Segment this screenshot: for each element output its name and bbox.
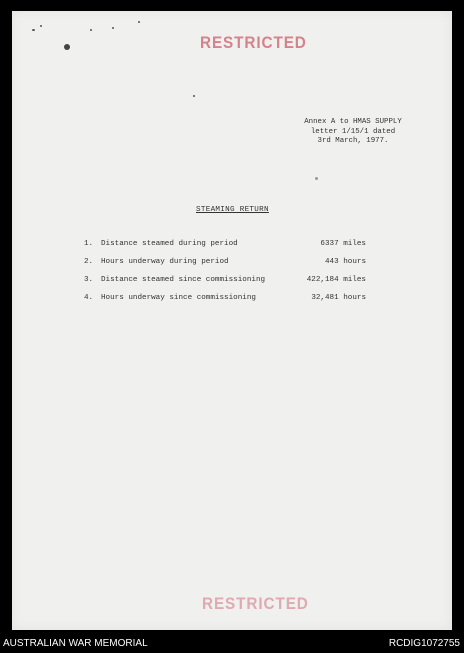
annex-line-1: Annex A to HMAS SUPPLY bbox=[304, 118, 402, 126]
item-description: Hours underway during period bbox=[101, 258, 229, 266]
paper-mark bbox=[40, 25, 42, 27]
list-item bbox=[84, 276, 374, 288]
item-value: 6337 miles bbox=[320, 240, 366, 248]
item-description: Distance steamed since commissioning bbox=[101, 276, 266, 284]
paper-mark bbox=[112, 27, 114, 29]
item-number: 3. bbox=[84, 276, 94, 284]
item-value: 422,184 miles bbox=[306, 276, 366, 284]
item-value: 32,481 hours bbox=[311, 294, 366, 302]
item-number: 1. bbox=[84, 240, 94, 248]
paper-mark bbox=[64, 44, 70, 50]
list-item bbox=[84, 258, 374, 270]
archive-reference-id: RCDIG1072755 bbox=[388, 638, 460, 649]
item-description: Distance steamed during period bbox=[101, 240, 238, 248]
item-description: Hours underway since commissioning bbox=[101, 294, 256, 302]
item-number: 4. bbox=[84, 294, 94, 302]
item-value: 443 hours bbox=[324, 258, 366, 266]
restricted-stamp-top: RESTRICTED bbox=[200, 33, 307, 52]
annex-reference bbox=[298, 118, 408, 147]
list-item bbox=[84, 240, 374, 252]
list-item bbox=[84, 294, 374, 306]
restricted-stamp-bottom: RESTRICTED bbox=[202, 594, 309, 613]
item-number: 2. bbox=[84, 258, 94, 266]
paper-mark bbox=[32, 29, 35, 31]
annex-line-3: 3rd March, 1977. bbox=[317, 137, 389, 145]
annex-line-2: letter 1/15/1 dated bbox=[310, 127, 396, 136]
paper-mark bbox=[193, 95, 195, 97]
document-page bbox=[12, 11, 452, 630]
paper-mark bbox=[138, 21, 140, 23]
document-title: STEAMING RETURN bbox=[196, 206, 269, 214]
archive-name: AUSTRALIAN WAR MEMORIAL bbox=[3, 638, 148, 649]
paper-mark bbox=[90, 29, 92, 31]
archive-footer bbox=[0, 636, 464, 653]
paper-mark bbox=[315, 177, 318, 180]
